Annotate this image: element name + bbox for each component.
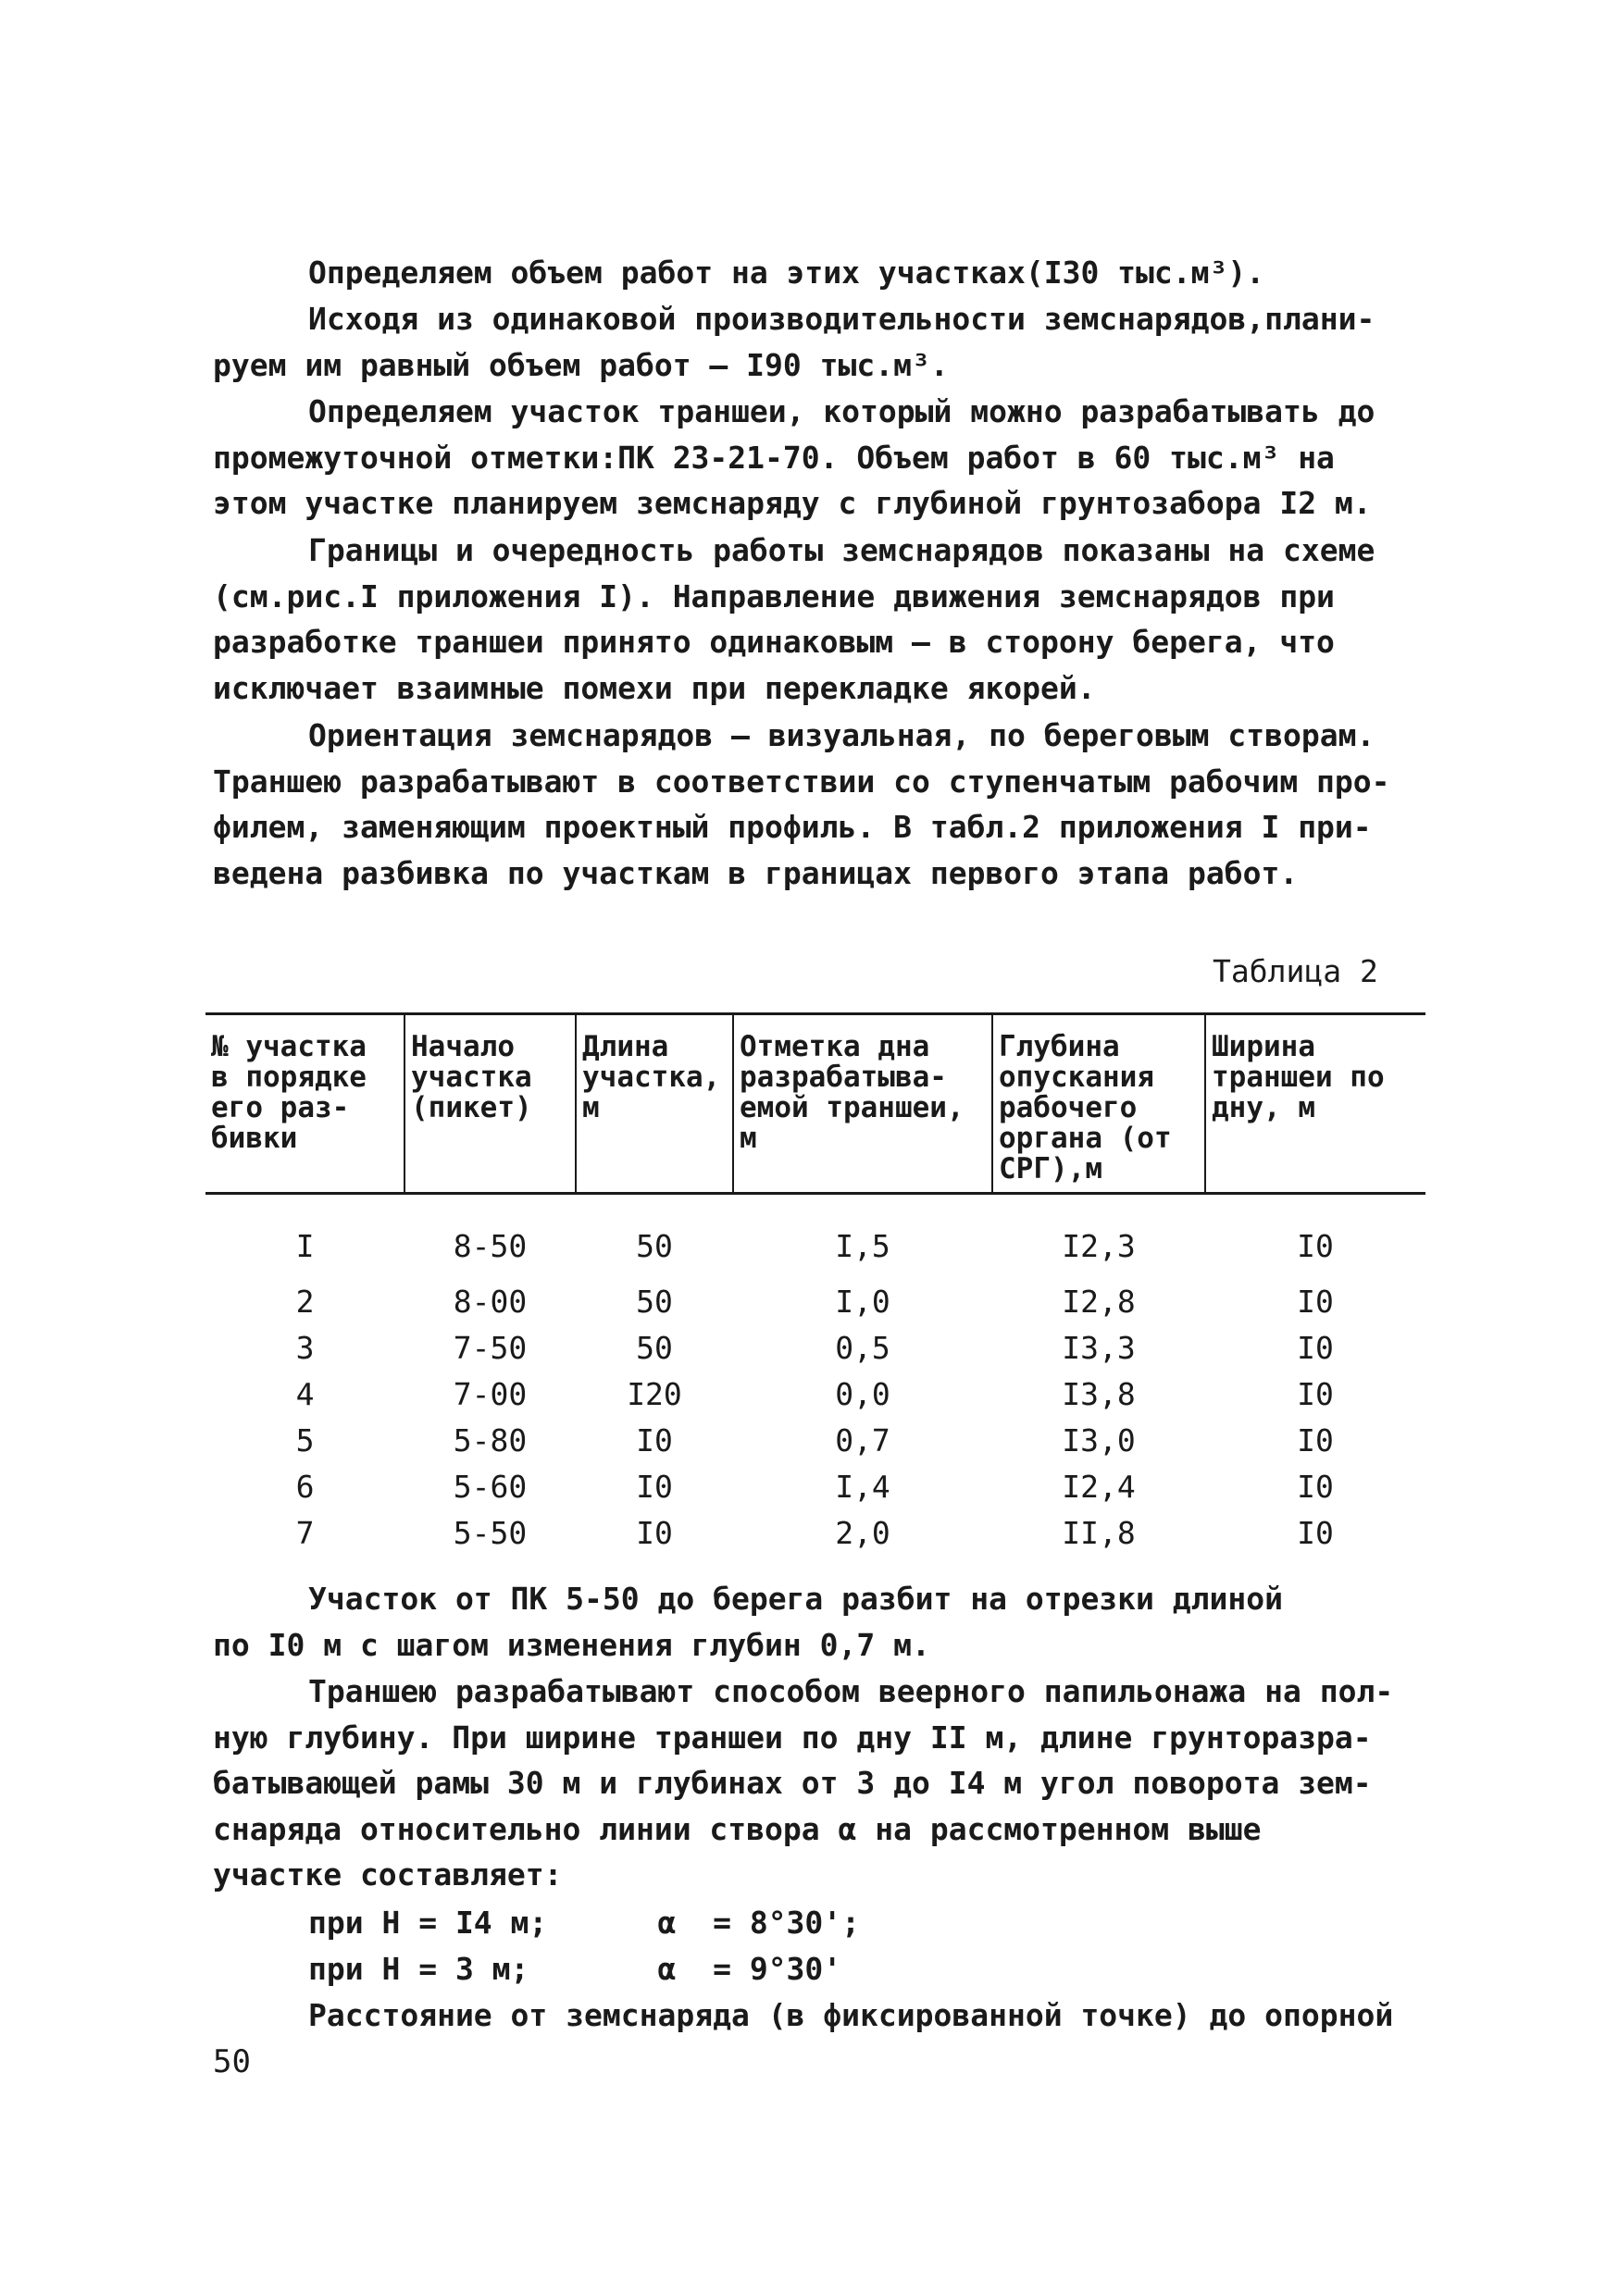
table-cell: I3,0 (1062, 1421, 1136, 1458)
table-cell: 5-80 (453, 1421, 528, 1458)
table-cell: 50 (636, 1227, 673, 1264)
text-line: этом участке планируем земснаряду с глубиной грунтозабора I2 м. (213, 485, 1372, 521)
table-cell: 50 (636, 1329, 673, 1366)
text-line: разработке траншеи принято одинаковым – в сторону берега, что (213, 624, 1335, 660)
header-section-number: № участка в порядке его раз-бивки (205, 1014, 404, 1194)
table-cell: 8-00 (453, 1283, 528, 1320)
text-line: батывающей рамы 30 м и глубинах от 3 до I4 м угол поворота зем- (213, 1765, 1372, 1801)
data-table (205, 1012, 1425, 1556)
text-line: Расстояние от земснаряда (в фиксированной точке) до опорной (308, 1997, 1394, 2033)
text-line: ную глубину. При ширине траншеи по дну II м, длине грунтоpазра- (213, 1719, 1372, 1756)
text-line: Исходя из одинаковой производительности земснарядов,плани- (308, 301, 1375, 337)
paragraph-2 (213, 296, 1425, 388)
table-cell: 5-50 (453, 1514, 528, 1551)
paragraph-5 (213, 713, 1425, 896)
table-cell: 8-50 (453, 1227, 528, 1264)
text-line: Траншею разрабатывают в соответствии со ступенчатым рабочим про- (213, 763, 1390, 800)
table-cell: I20 (627, 1375, 682, 1412)
header-width: Ширина траншеи по дну, м (1205, 1014, 1425, 1194)
text-line: Границы и очередность работы земснарядов показаны на схеме (308, 532, 1375, 568)
text-line: исключает взаимные помехи при перекладке якорей. (213, 669, 1096, 706)
table-cell: I2,4 (1062, 1468, 1136, 1505)
text-line: Участок от ПК 5-50 до берега разбит на отрезки длиной (308, 1581, 1283, 1617)
text-line: промежуточной отметки:ПК 23-21-70. Объем работ в 60 тыс.м³ на (213, 439, 1335, 476)
text-line: Определяем объем работ на этих участках(I30 тыс.м³). (308, 254, 1265, 291)
table-cell: 7 (295, 1514, 315, 1551)
table-cell: I3,8 (1062, 1375, 1136, 1412)
paragraph-6 (213, 1576, 1425, 1668)
table-cell: I0 (1297, 1227, 1334, 1264)
table-row (205, 1417, 1425, 1463)
header-section-start: Начало участка (пикет) (404, 1014, 576, 1194)
paragraph-3 (213, 389, 1425, 527)
table-cell: 7-50 (453, 1329, 528, 1366)
formula-h14: при Н = I4 м; α = 8°30'; (308, 1905, 861, 1941)
table-header-row (205, 1014, 1425, 1194)
table-cell: I0 (1297, 1375, 1334, 1412)
table-cell: 7-00 (453, 1375, 528, 1412)
table-cell: 5 (295, 1421, 315, 1458)
table-row (205, 1509, 1425, 1556)
table-cell: II,8 (1062, 1514, 1136, 1551)
table-cell: I3,3 (1062, 1329, 1136, 1366)
table-cell: I0 (1297, 1329, 1334, 1366)
paragraph-7 (213, 1669, 1425, 1898)
table-cell: I2,3 (1062, 1227, 1136, 1264)
table-cell: 5-60 (453, 1468, 528, 1505)
table-cell: I0 (1297, 1468, 1334, 1505)
table-cell: I0 (1297, 1283, 1334, 1320)
table-cell: I,0 (835, 1283, 890, 1320)
text-line: Траншею разрабатывают способом веерного папильонажа на пол- (308, 1673, 1394, 1709)
table-cell: I0 (636, 1514, 673, 1551)
table-row (205, 1194, 1425, 1279)
table-row (205, 1463, 1425, 1509)
page-number: 50 (213, 2043, 251, 2080)
formula-h3: при Н = 3 м; α = 9°30' (308, 1951, 842, 1987)
header-depth: Глубина опускания рабочего органа (от СРГ),м (992, 1014, 1205, 1194)
table-cell: I0 (1297, 1514, 1334, 1551)
table-cell: 50 (636, 1283, 673, 1320)
table-cell: I0 (636, 1468, 673, 1505)
table-cell: 0,0 (835, 1375, 890, 1412)
text-line: филем, заменяющим проектный профиль. В табл.2 приложения I при- (213, 809, 1372, 845)
table-cell: I0 (1297, 1421, 1334, 1458)
table-cell: I,5 (835, 1227, 890, 1264)
table-cell: 0,7 (835, 1421, 890, 1458)
text-line: Ориентация земснарядов – визуальная, по береговым створам. (308, 717, 1375, 753)
text-line: Определяем участок траншеи, который можно разрабатывать до (308, 393, 1375, 429)
table-row (205, 1324, 1425, 1371)
table-cell: 6 (295, 1468, 315, 1505)
table-cell: 3 (295, 1329, 315, 1366)
text-line: ведена разбивка по участкам в границах первого этапа работ. (213, 854, 1299, 891)
table-row (205, 1278, 1425, 1324)
table-row (205, 1371, 1425, 1417)
text-line: руем им равный объем работ – I90 тыс.м³. (213, 346, 949, 383)
header-bottom-mark: Отметка дна разрабатыва-емой траншеи, м (733, 1014, 992, 1194)
table-cell: 0,5 (835, 1329, 890, 1366)
text-line: снаряда относительно линии створа α на рассмотренном выше (213, 1810, 1262, 1847)
table-cell: 4 (295, 1375, 315, 1412)
table-cell: I0 (636, 1421, 673, 1458)
text-line: по I0 м с шагом изменения глубин 0,7 м. (213, 1626, 930, 1663)
paragraph-1 (213, 250, 1425, 296)
table-cell: I2,8 (1062, 1283, 1136, 1320)
table-cell: 2,0 (835, 1514, 890, 1551)
text-line: участке составляет: (213, 1856, 563, 1893)
table-cell: I (295, 1227, 315, 1264)
paragraph-8 (213, 1992, 1425, 2039)
paragraph-4 (213, 527, 1425, 711)
header-section-length: Длина участка, м (576, 1014, 733, 1194)
table-caption: Таблица 2 (1213, 953, 1378, 989)
text-line: (см.рис.I приложения I). Направление движения земснарядов при (213, 577, 1335, 614)
table-cell: I,4 (835, 1468, 890, 1505)
table-cell: 2 (295, 1283, 315, 1320)
